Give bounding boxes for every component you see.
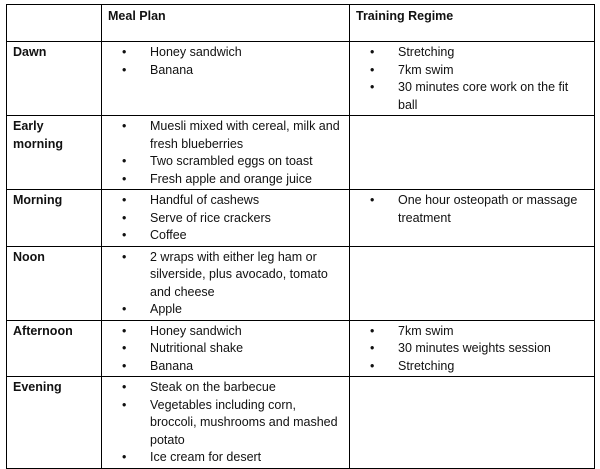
header-time <box>7 5 102 42</box>
list-item: • 30 minutes core work on the fit ball <box>356 79 588 114</box>
list-item: • 7km swim <box>356 62 588 80</box>
table-row <box>7 42 595 116</box>
training-list <box>356 323 588 376</box>
list-item: • 30 minutes weights session <box>356 340 588 358</box>
table-row <box>7 190 595 247</box>
list-item: • One hour osteopath or massage treatment <box>356 192 588 227</box>
meal-list <box>108 44 343 79</box>
list-item: • Vegetables including corn, broccoli, mushrooms and mashed potato <box>108 397 343 450</box>
list-item: • Stretching <box>356 44 588 62</box>
list-item: • Nutritional shake <box>108 340 343 358</box>
meal-list <box>108 192 343 245</box>
meal-plan-cell <box>102 42 350 116</box>
meal-plan-cell <box>102 377 350 469</box>
training-regime-cell <box>350 116 595 190</box>
table-body <box>7 42 595 469</box>
list-item: • Honey sandwich <box>108 44 343 62</box>
list-item: • Serve of rice crackers <box>108 210 343 228</box>
list-item: • Coffee <box>108 227 343 245</box>
training-list <box>356 44 588 114</box>
time-cell: Early morning <box>7 116 102 190</box>
meal-plan-cell <box>102 320 350 377</box>
time-cell: Evening <box>7 377 102 469</box>
training-regime-cell <box>350 190 595 247</box>
list-item: • Two scrambled eggs on toast <box>108 153 343 171</box>
meal-training-table <box>6 4 595 469</box>
meal-list <box>108 249 343 319</box>
time-cell: Morning <box>7 190 102 247</box>
table-row <box>7 320 595 377</box>
list-item: • Fresh apple and orange juice <box>108 171 343 189</box>
list-item: • Handful of cashews <box>108 192 343 210</box>
list-item: • Banana <box>108 62 343 80</box>
table-row <box>7 377 595 469</box>
list-item: • 2 wraps with either leg ham or silverside, plus avocado, tomato and cheese <box>108 249 343 302</box>
training-list <box>356 192 588 227</box>
list-item: • Stretching <box>356 358 588 376</box>
header-row <box>7 5 595 42</box>
meal-list <box>108 118 343 188</box>
list-item: • Muesli mixed with cereal, milk and fresh blueberries <box>108 118 343 153</box>
meal-plan-cell <box>102 246 350 320</box>
training-regime-cell <box>350 246 595 320</box>
training-regime-cell <box>350 320 595 377</box>
header-training-regime: Training Regime <box>350 5 595 42</box>
list-item: • Steak on the barbecue <box>108 379 343 397</box>
meal-list <box>108 323 343 376</box>
time-cell: Afternoon <box>7 320 102 377</box>
meal-plan-cell <box>102 190 350 247</box>
list-item: • 7km swim <box>356 323 588 341</box>
table-row <box>7 116 595 190</box>
meal-plan-cell <box>102 116 350 190</box>
table-row <box>7 246 595 320</box>
list-item: • Apple <box>108 301 343 319</box>
list-item: • Banana <box>108 358 343 376</box>
training-regime-cell <box>350 377 595 469</box>
list-item: • Honey sandwich <box>108 323 343 341</box>
training-regime-cell <box>350 42 595 116</box>
list-item: • Ice cream for desert <box>108 449 343 467</box>
meal-list <box>108 379 343 467</box>
time-cell: Noon <box>7 246 102 320</box>
time-cell: Dawn <box>7 42 102 116</box>
header-meal-plan: Meal Plan <box>102 5 350 42</box>
